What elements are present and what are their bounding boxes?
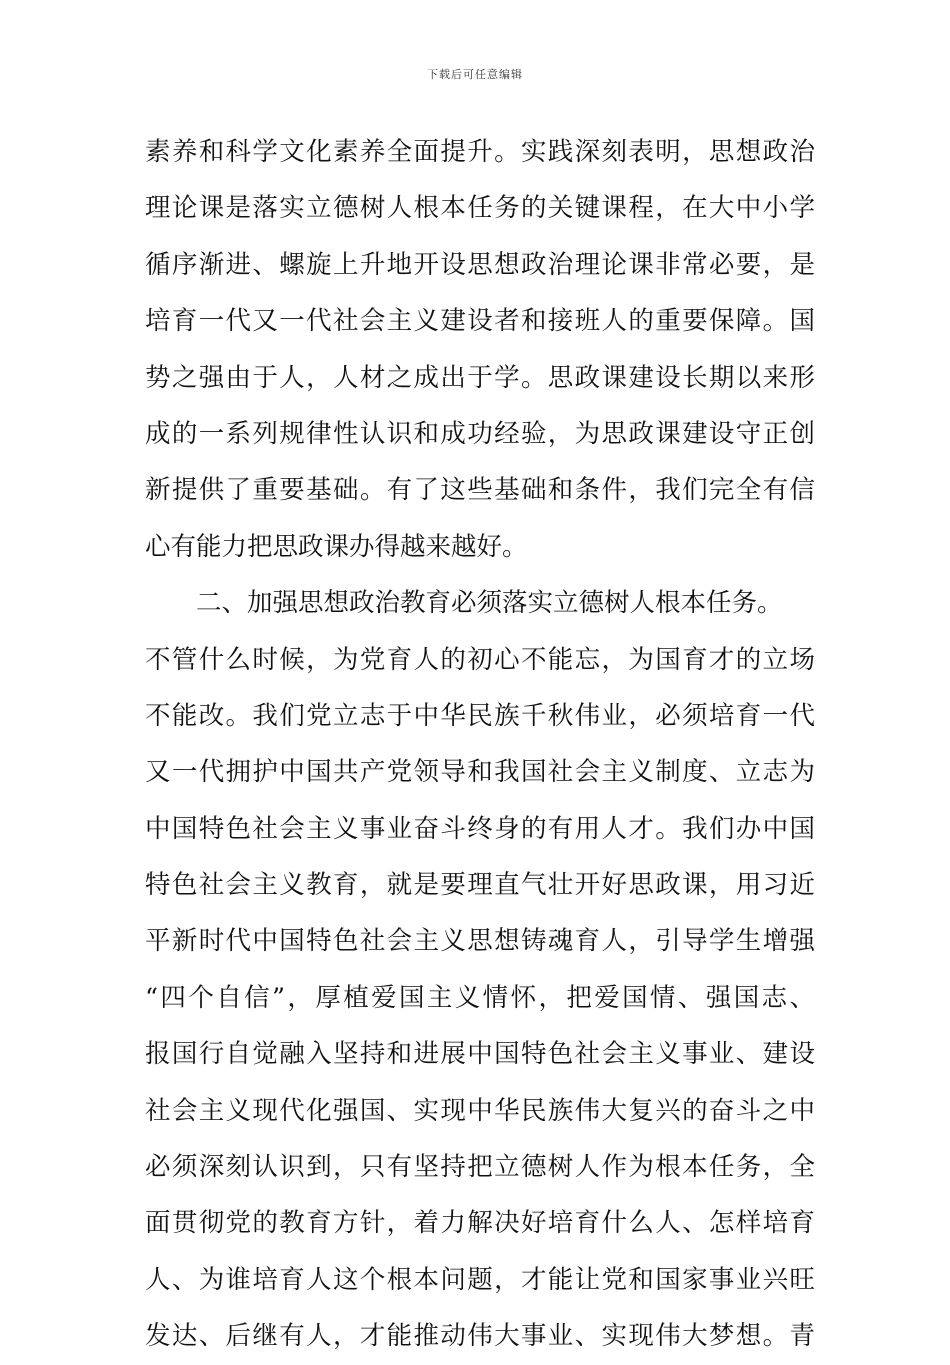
text-line: 报国行自觉融入坚持和进展中国特色社会主义事业、建设 xyxy=(145,1039,815,1070)
text-line: 成的一系列规律性认识和成功经验，为思政课建设守正创 xyxy=(145,418,815,449)
text-line: 循序渐进、螺旋上升地开设思想政治理论课非常必要，是 xyxy=(145,249,815,280)
text-line: 势之强由于人，人材之成出于学。思政课建设长期以来形 xyxy=(145,362,815,393)
text-line: 特色社会主义教育，就是要理直气壮开好思政课，用习近 xyxy=(145,870,815,901)
document-body xyxy=(145,124,815,1365)
text-line: 心有能力把思政课办得越来越好。 xyxy=(145,531,528,562)
text-line: 发达、后继有人，才能推动伟大事业、实现伟大梦想。青 xyxy=(145,1321,815,1352)
text-line: 必须深刻认识到，只有坚持把立德树人作为根本任务，全 xyxy=(145,1152,815,1183)
section-heading-line: 二、加强思想政治教育必须落实立德树人根本任务。 xyxy=(196,588,783,619)
text-line: 素养和科学文化素养全面提升。实践深刻表明，思想政治 xyxy=(145,137,815,167)
paragraph-1 xyxy=(145,124,815,575)
text-line: 人、为谁培育人这个根本问题，才能让党和国家事业兴旺 xyxy=(145,1264,815,1295)
paragraph-2 xyxy=(145,575,815,1364)
text-line: 社会主义现代化强国、实现中华民族伟大复兴的奋斗之中 xyxy=(145,1095,815,1126)
text-line: 理论课是落实立德树人根本任务的关键课程，在大中小学 xyxy=(145,193,815,224)
text-line: 平新时代中国特色社会主义思想铸魂育人，引导学生增强 xyxy=(145,926,815,957)
text-line: 不能改。我们党立志于中华民族千秋伟业，必须培育一代 xyxy=(145,700,815,731)
text-line: 不管什么时候，为党育人的初心不能忘，为国育才的立场 xyxy=(145,644,815,675)
text-line: “四个自信”，厚植爱国主义情怀，把爱国情、强国志、 xyxy=(145,982,815,1013)
text-line: 中国特色社会主义事业奋斗终身的有用人才。我们办中国 xyxy=(145,813,815,844)
text-line: 面贯彻党的教育方针，着力解决好培育什么人、怎样培育 xyxy=(145,1208,815,1239)
text-line: 培育一代又一代社会主义建设者和接班人的重要保障。国 xyxy=(145,306,815,337)
page-header: 下载后可任意编辑 xyxy=(427,68,523,81)
text-line: 又一代拥护中国共产党领导和我国社会主义制度、立志为 xyxy=(145,757,815,788)
text-line: 新提供了重要基础。有了这些基础和条件，我们完全有信 xyxy=(145,475,815,506)
